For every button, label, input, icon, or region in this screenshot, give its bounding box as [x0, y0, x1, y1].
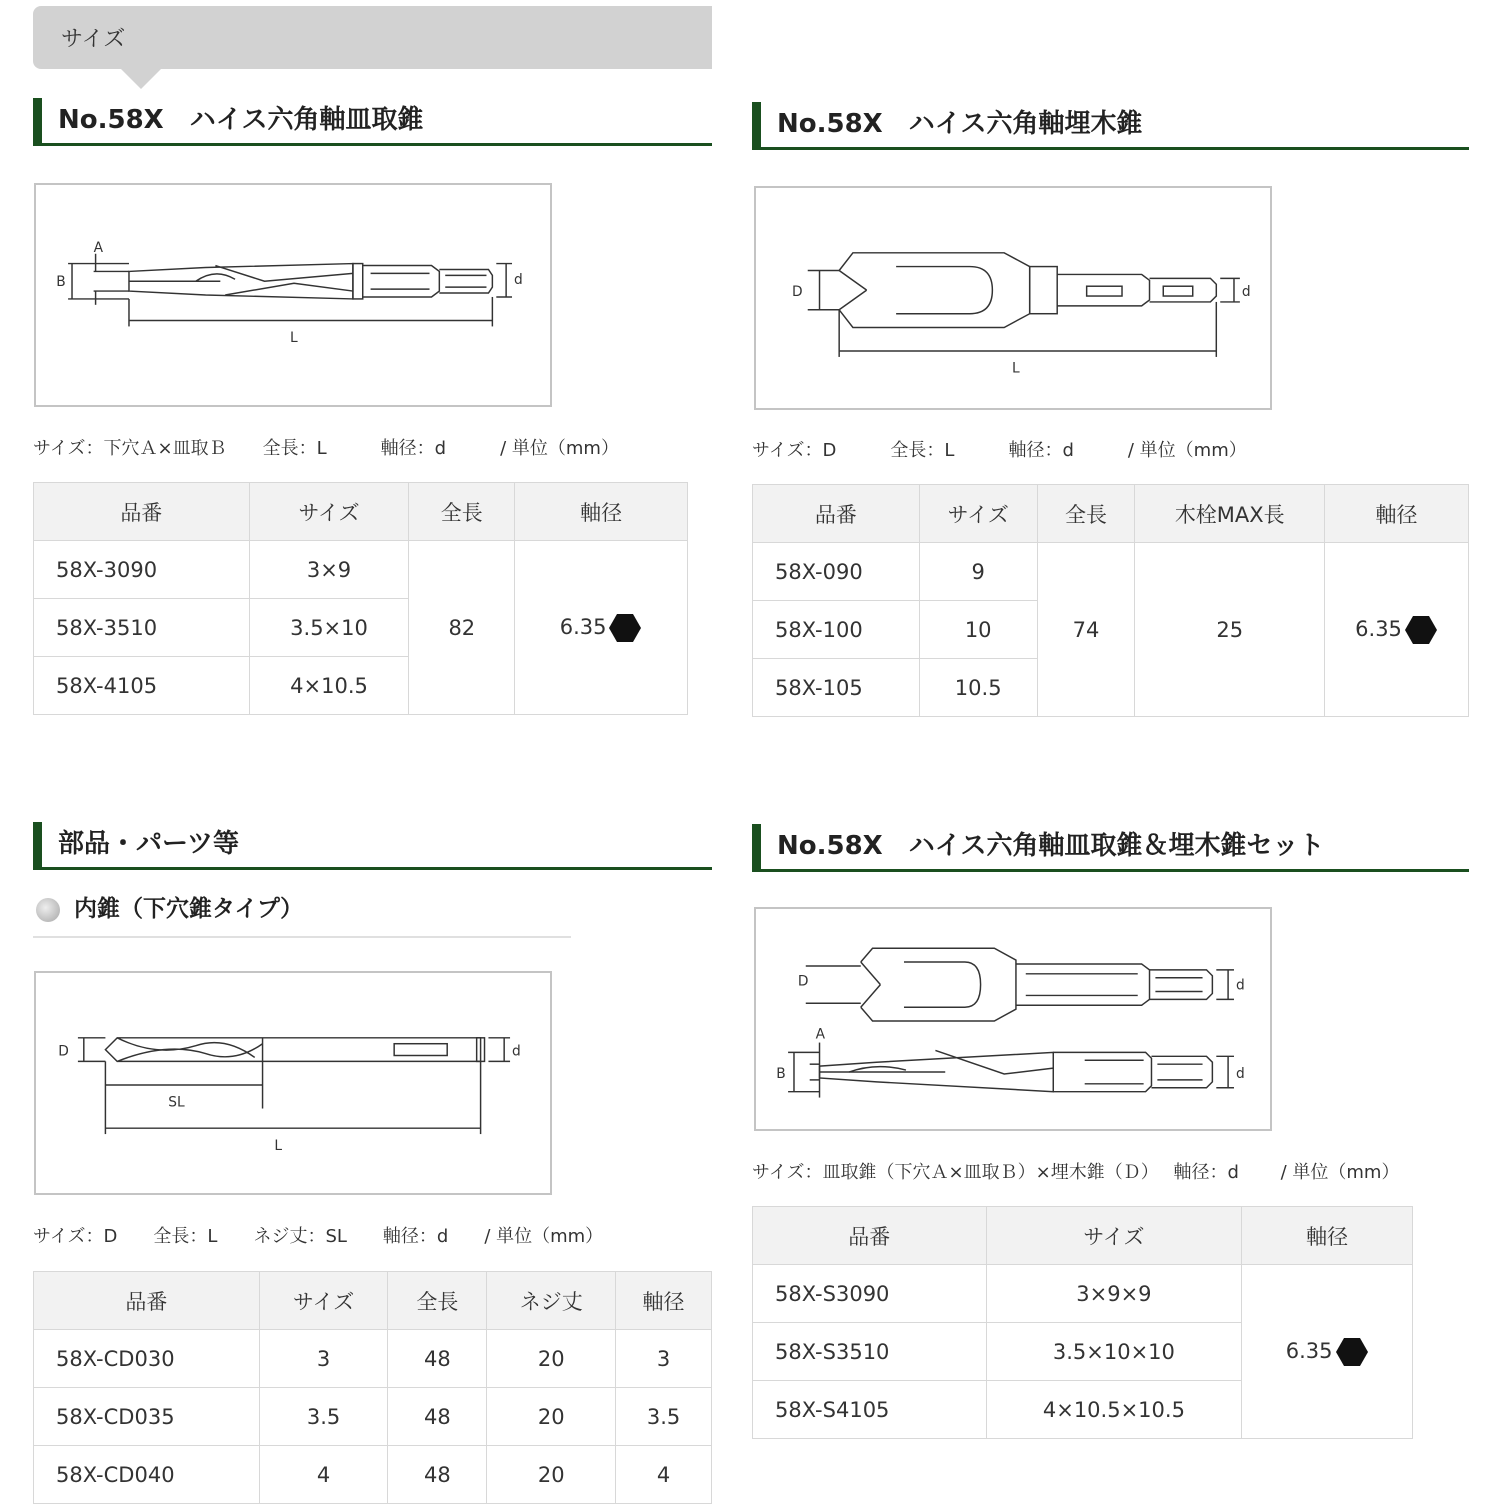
- table-row: [34, 1446, 712, 1504]
- section-title-countersink: No.58X ハイス六角軸皿取錐: [33, 98, 712, 146]
- dim-l-label: L: [274, 1137, 283, 1154]
- col-header: 軸径: [515, 483, 688, 541]
- hexagon-icon: [608, 613, 642, 643]
- length-cell: 74: [1037, 543, 1135, 717]
- size-cell: 3.5×10: [249, 599, 409, 657]
- shaft-cell: 3: [616, 1330, 712, 1388]
- size-cell: 3×9: [249, 541, 409, 599]
- plug-cutter-spec-legend: サイズ：D 全長：L 軸径：d / 単位（mm）: [752, 440, 1247, 461]
- part-number: 58X-3510: [34, 599, 250, 657]
- length-cell: 48: [388, 1388, 487, 1446]
- col-header: サイズ: [249, 483, 409, 541]
- dim-d-big-label: D: [58, 1043, 69, 1060]
- inner-drill-spec-legend: サイズ：D 全長：L ネジ丈：SL 軸径：d / 単位（mm）: [33, 1226, 604, 1247]
- plug-cutter-diagram: [754, 186, 1272, 410]
- hexagon-icon: [1404, 615, 1438, 645]
- col-header: 軸径: [616, 1272, 712, 1330]
- dim-d-big-label: D: [797, 973, 809, 990]
- countersink-table: [33, 482, 688, 715]
- set-drawing: [756, 909, 1270, 1129]
- part-number: 58X-CD030: [34, 1330, 260, 1388]
- col-header: 全長: [1037, 485, 1135, 543]
- subsection-title: 内錐（下穴錐タイプ）: [74, 896, 304, 922]
- size-cell: 3.5×10×10: [986, 1323, 1242, 1381]
- shaft-cell: [1242, 1265, 1413, 1439]
- part-number: 58X-S3090: [753, 1265, 987, 1323]
- subsection-divider: [33, 936, 571, 938]
- plug-cutter-table: [752, 484, 1469, 717]
- col-header: 品番: [34, 483, 250, 541]
- size-tab-label: サイズ: [61, 27, 126, 52]
- inner-drill-table: [33, 1271, 712, 1504]
- col-header: 品番: [753, 485, 920, 543]
- table-header-row: [753, 1207, 1413, 1265]
- table-row: [34, 1388, 712, 1446]
- part-number: 58X-100: [753, 601, 920, 659]
- col-header: 全長: [409, 483, 515, 541]
- length-cell: 48: [388, 1330, 487, 1388]
- part-number: 58X-090: [753, 543, 920, 601]
- table-row: [753, 1265, 1413, 1323]
- dim-d-lower-label: d: [1235, 1065, 1245, 1082]
- max-plug-length-cell: 25: [1135, 543, 1325, 717]
- table-row: [34, 541, 688, 599]
- section-title-plug-cutter: No.58X ハイス六角軸埋木錐: [752, 102, 1469, 150]
- shaft-value: 6.35: [559, 614, 607, 639]
- size-cell: 4×10.5×10.5: [986, 1381, 1242, 1439]
- section-title-parts: 部品・パーツ等: [33, 822, 712, 870]
- dim-d-label: d: [513, 272, 523, 289]
- part-number: 58X-105: [753, 659, 920, 717]
- size-cell: 3.5: [259, 1388, 388, 1446]
- set-table: [752, 1206, 1413, 1439]
- table-row: [753, 543, 1469, 601]
- part-number: 58X-S3510: [753, 1323, 987, 1381]
- dim-l-label: L: [1012, 360, 1020, 377]
- shaft-value: 6.35: [1285, 1338, 1333, 1363]
- dim-b-label: B: [776, 1065, 786, 1082]
- part-number: 58X-CD035: [34, 1388, 260, 1446]
- table-header-row: [34, 1272, 712, 1330]
- shaft-cell: 4: [616, 1446, 712, 1504]
- inner-drill-diagram: [34, 971, 552, 1195]
- plug-cutter-drawing: [756, 188, 1270, 408]
- inner-drill-drawing: [36, 973, 550, 1193]
- shaft-cell: 3.5: [616, 1388, 712, 1446]
- countersink-spec-legend: サイズ：下穴Ａ×皿取Ｂ 全長：L 軸径：d / 単位（mm）: [33, 438, 619, 459]
- dim-d-label: d: [1241, 284, 1251, 301]
- col-header: 品番: [34, 1272, 260, 1330]
- table-header-row: [34, 483, 688, 541]
- dim-a-label: A: [815, 1026, 825, 1043]
- part-number: 58X-4105: [34, 657, 250, 715]
- size-cell: 9: [919, 543, 1037, 601]
- shaft-cell: [1325, 543, 1469, 717]
- size-tab[interactable]: [33, 6, 712, 69]
- countersink-diagram: [34, 183, 552, 407]
- shaft-value: 6.35: [1355, 616, 1402, 641]
- col-header: サイズ: [986, 1207, 1242, 1265]
- countersink-drill-drawing: [36, 185, 550, 405]
- length-cell: 82: [409, 541, 515, 715]
- dim-sl-label: SL: [168, 1094, 185, 1111]
- col-header: 全長: [388, 1272, 487, 1330]
- part-number: 58X-S4105: [753, 1381, 987, 1439]
- subsection-inner-drill: [36, 890, 303, 923]
- dim-d-label: d: [512, 1043, 521, 1060]
- size-cell: 10: [919, 601, 1037, 659]
- shaft-cell: [515, 541, 688, 715]
- col-header: 軸径: [1242, 1207, 1413, 1265]
- set-spec-legend: サイズ：皿取錐（下穴Ａ×皿取Ｂ）×埋木錐（Ｄ） 軸径：d / 単位（mm）: [752, 1162, 1400, 1183]
- dim-l-label: L: [290, 330, 298, 347]
- col-header: ネジ丈: [487, 1272, 616, 1330]
- part-number: 58X-3090: [34, 541, 250, 599]
- table-header-row: [753, 485, 1469, 543]
- table-row: [34, 1330, 712, 1388]
- bullet-icon: [36, 898, 60, 922]
- dim-a-label: A: [93, 239, 104, 256]
- thread-length-cell: 20: [487, 1446, 616, 1504]
- size-cell: 4×10.5: [249, 657, 409, 715]
- col-header: サイズ: [919, 485, 1037, 543]
- size-cell: 3×9×9: [986, 1265, 1242, 1323]
- col-header: サイズ: [259, 1272, 388, 1330]
- col-header: 木栓MAX長: [1135, 485, 1325, 543]
- size-cell: 4: [259, 1446, 388, 1504]
- dim-d-upper-label: d: [1235, 977, 1245, 994]
- length-cell: 48: [388, 1446, 487, 1504]
- size-cell: 10.5: [919, 659, 1037, 717]
- col-header: 品番: [753, 1207, 987, 1265]
- dim-b-label: B: [56, 274, 66, 291]
- thread-length-cell: 20: [487, 1388, 616, 1446]
- part-number: 58X-CD040: [34, 1446, 260, 1504]
- size-cell: 3: [259, 1330, 388, 1388]
- tab-pointer: [121, 69, 161, 89]
- hexagon-icon: [1335, 1337, 1369, 1367]
- col-header: 軸径: [1325, 485, 1469, 543]
- section-title-set: No.58X ハイス六角軸皿取錐＆埋木錐セット: [752, 824, 1469, 872]
- set-diagram: [754, 907, 1272, 1131]
- dim-d-big-label: D: [792, 284, 803, 301]
- thread-length-cell: 20: [487, 1330, 616, 1388]
